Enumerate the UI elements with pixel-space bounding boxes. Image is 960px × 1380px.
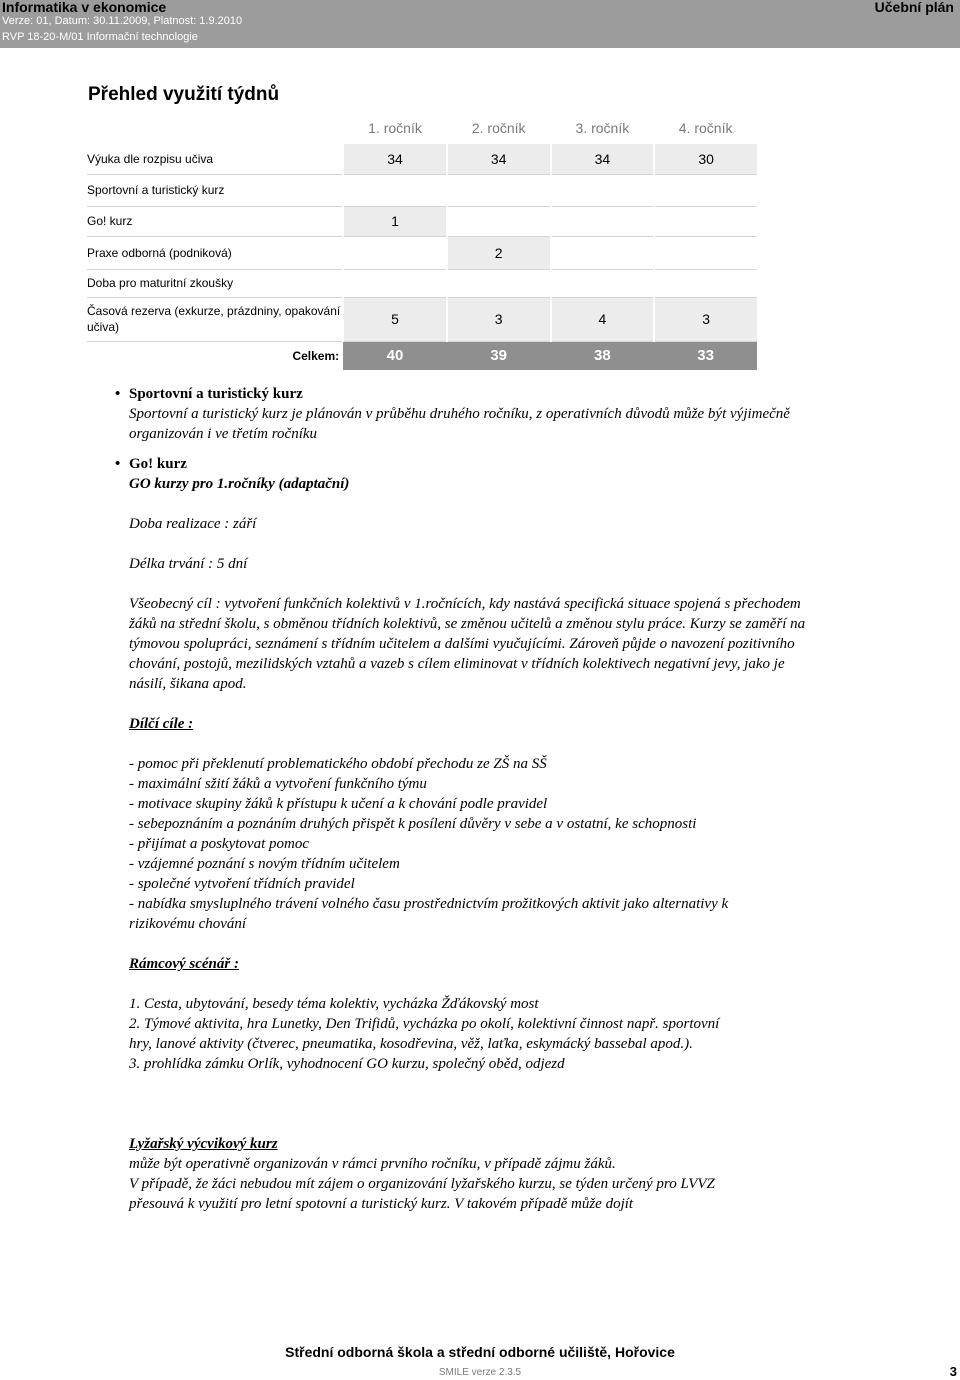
page-title: Přehled využití týdnů [88,84,280,105]
table-cell: 34 [551,144,655,174]
row-label: Výuka dle rozpisu učiva [87,144,343,174]
header-rvp: RVP 18-20-M/01 Informační technologie [2,31,198,43]
section-heading-go: • Go! kurz [115,456,187,472]
list-item: - přijímat a poskytovat pomoc [129,836,309,852]
list-item: 2. Týmové aktivita, hra Lunetky, Den Trifidů, vycházka po okolí, kolektivní činnost např. sportovní hry, lanové aktivity (čtverec, pneumatika, kosodřevina, věž, laťka, eskymácký bassebal apod.). [129,1016,720,1052]
table-cell [551,206,655,236]
total-cell: 40 [343,341,447,370]
header-title: Informatika v ekonomice [2,0,167,15]
page-number: 3 [949,1364,957,1379]
table-cell [654,206,757,236]
row-label: Doba pro maturitní zkoušky [87,269,343,297]
list-item: - pomoc při překlenutí problematického období přechodu ze ZŠ na SŠ [129,756,547,772]
table-cell [551,174,655,206]
bullet-icon: • [115,386,121,402]
ramcovy-heading: Rámcový scénář : [129,956,239,972]
table-cell: 4 [551,297,655,341]
lyze-text-1: může být operativně organizován v rámci prvního ročníku, v případě zájmu žáků. [129,1156,616,1172]
table-cell: 3 [447,297,551,341]
table-cell [551,269,655,297]
sport-text: Sportovní a turistický kurz je plánován v průběhu druhého ročníku, z operativních důvodů může být výjimečně organizován i ve třetím ročníku [129,406,790,442]
table-cell [447,174,551,206]
table-row [87,206,757,236]
list-item: - nabídka smysluplného trávení volného času prostřednictvím prožitkových aktivit jako alternativy k rizikovému chování [129,896,729,932]
table-row [87,269,757,297]
table-cell: 3 [654,297,757,341]
table-row [87,236,757,269]
table-cell: 1 [343,206,447,236]
table-cell [343,236,447,269]
bullet-icon: • [115,456,121,472]
table-cell [447,269,551,297]
header-version: Verze: 01, Datum: 30.11.2009, Platnost: 1.9.2010 [2,15,243,27]
total-label: Celkem: [292,348,340,363]
table-cell: 30 [654,144,757,174]
document-body [115,384,819,1214]
row-label: Go! kurz [87,206,343,236]
column-header: 4. ročník [678,120,733,136]
table-cell [343,174,447,206]
column-header: 1. ročník [368,120,422,136]
go-delka: Délka trvání : 5 dní [129,556,248,572]
list-item: - motivace skupiny žáků k přístupu k učení a k chování podle pravidel [129,796,548,812]
table-cell [551,236,655,269]
table-cell: 2 [447,236,551,269]
list-item: 3. prohlídka zámku Orlík, vyhodnocení GO kurzu, společný oběd, odjezd [129,1056,565,1072]
list-item: - společné vytvoření třídních pravidel [129,876,355,892]
table-cell [654,269,757,297]
column-header: 3. ročník [575,120,630,136]
row-label: Praxe odborná (podniková) [87,236,343,269]
table-cell [343,269,447,297]
list-item: - sebepoznáním a poznáním druhých přispět k posílení důvěry v sebe a v ostatní, ke schopnosti [129,816,697,832]
list-item: 1. Cesta, ubytování, besedy téma kolektiv, vycházka Žďákovský most [129,996,539,1012]
row-label: Časová rezerva (exkurze, prázdniny, opakování učiva) [87,297,343,341]
table-row [87,174,757,206]
weeks-overview-table [87,112,757,370]
dilci-cile-heading: Dílčí cíle : [129,716,194,732]
table-cell [654,174,757,206]
table-cell: 34 [447,144,551,174]
table-cell [654,236,757,269]
total-cell: 39 [447,341,551,370]
table-cell: 34 [343,144,447,174]
section-heading-sport: • Sportovní a turistický kurz [115,386,303,402]
go-subtitle: GO kurzy pro 1.ročníky (adaptační) [129,476,350,492]
table-header-row [87,112,757,144]
table-row [87,144,757,174]
list-item: - vzájemné poznání s novým třídním učitelem [129,856,400,872]
total-cell: 33 [654,341,757,370]
go-obecny-cil: Všeobecný cíl : vytvoření funkčních kolektivů v 1.ročnících, kdy nastává specifická situace spojená s přechodem žáků na střední školu, s obměnou třídních kolektivů, se změnou učitelů a změnou stylu práce. Kurzy se zaměří na týmovou spolupráci, seznámení s třídním učitelem a dalšími vyučujícími. Zároveň půjde o navození pozitivního chování, postojů, mezilidských vztahů a vazeb s cílem eliminovat v třídních kolektivech negativní jevy, jako je násilí, šikana apod. [129,596,806,692]
go-doba: Doba realizace : září [129,516,257,532]
dilci-cile-list [129,754,819,934]
lyze-text-2: V případě, že žáci nebudou mít zájem o organizování lyžařského kurzu, se týden určený pro LVVZ přesouvá k využití pro letní spotovní a turistický kurz. V takovém případě může dojít [129,1176,715,1212]
list-item: - maximální sžití žáků a vytvoření funkčního týmu [129,776,427,792]
ramcovy-list [129,994,819,1074]
column-header: 2. ročník [471,120,526,136]
lyze-heading: Lyžařský výcvikový kurz [129,1136,278,1152]
table-cell: 5 [343,297,447,341]
table-row [87,297,757,341]
table-cell [447,206,551,236]
header-doc-type: Učební plán [874,0,954,15]
row-label: Sportovní a turistický kurz [87,174,343,206]
total-cell: 38 [551,341,655,370]
total-row [87,341,757,370]
footer-school: Střední odborná škola a střední odborné učiliště, Hořovice [285,1344,675,1360]
footer-smile-version: SMILE verze 2.3.5 [438,1367,522,1378]
